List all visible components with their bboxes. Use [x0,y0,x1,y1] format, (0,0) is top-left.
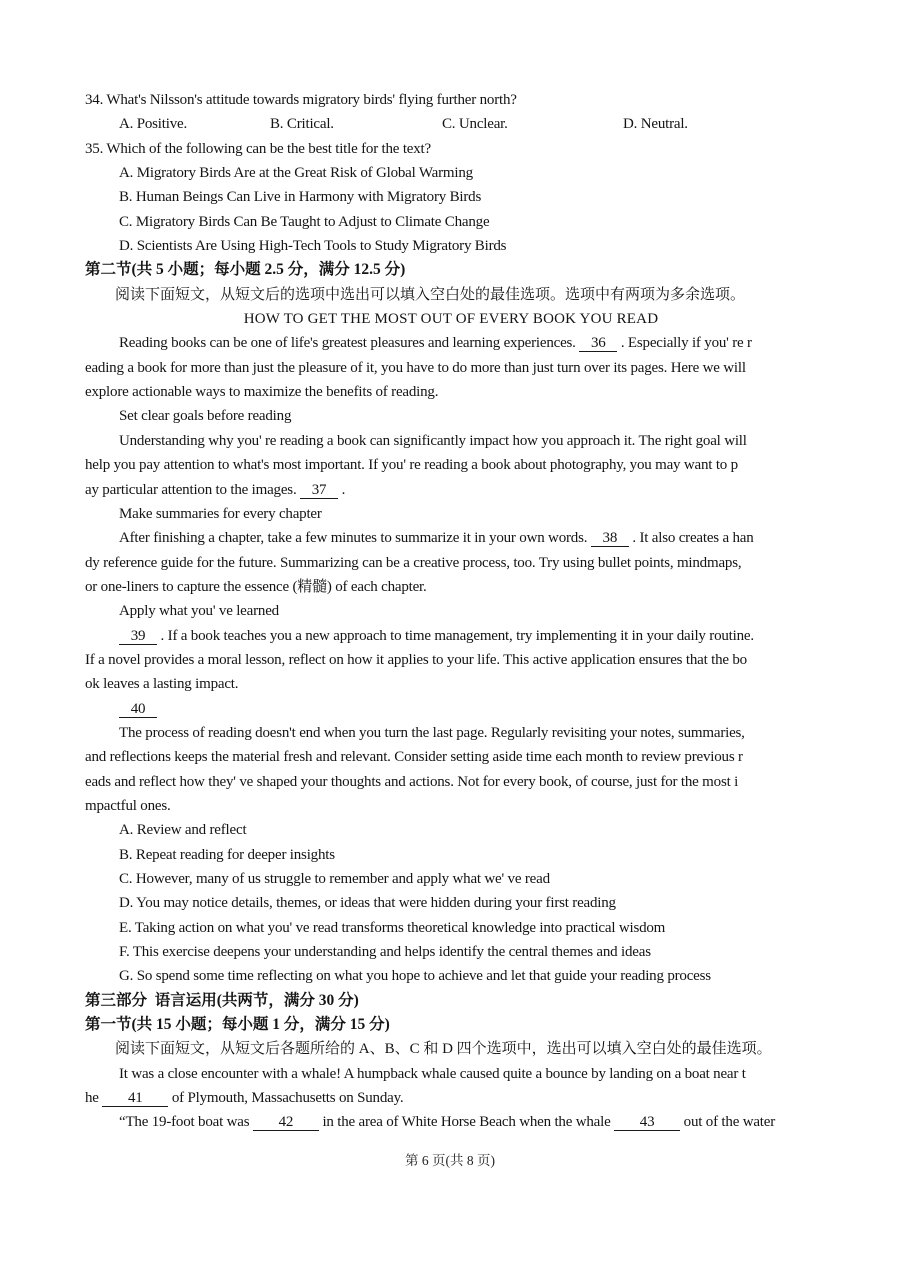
text-segment: C. However, many of us struggle to remember and apply what we' ve read [119,871,550,887]
text-line [85,721,817,745]
text-line [85,112,817,136]
text-segment: E. Taking action on what you' ve read transforms theoretical knowledge into practical wisdom [119,919,666,936]
text-segment: C. Unclear. [442,116,508,133]
text-segment: “The 19-foot boat was [119,1114,253,1131]
text-segment: explore actionable ways to maximize the benefits of reading. [85,384,439,401]
text-line [85,502,817,526]
text-segment: 34. What's Nilsson's attitude towards migratory birds' flying further north? [85,92,517,108]
text-segment: C. Migratory Birds Can Be Taught to Adjust to Climate Change [119,213,490,230]
text-segment: of Plymouth, Massachusetts on Sunday. [168,1090,404,1107]
text-line [85,672,817,696]
text-segment: out of the water [680,1114,776,1131]
text-segment: 第一节(共 15 小题；每小题 1 分，满分 15 分) [85,1016,390,1034]
text-segment: ok leaves a lasting impact. [85,676,239,693]
text-line [85,940,817,964]
text-line [85,648,817,672]
text-line [85,331,817,355]
text-segment: A. Migratory Birds Are at the Great Risk of Global Warming [119,165,473,182]
text-segment: 第三部分 语言运用(共两节，满分 30 分) [85,991,359,1009]
text-segment: . [338,481,346,498]
text-line [85,1013,817,1037]
text-segment: Set clear goals before reading [119,408,292,425]
text-segment: Apply what you' ve learned [119,603,279,620]
text-segment: . Especially if you' re r [617,335,752,352]
text-segment: help you pay attention to what's most important. If you' re reading a book about photography, you may want to p [85,457,738,474]
text-line [85,404,817,428]
text-line [85,1086,817,1110]
text-line [85,867,817,891]
text-line [85,1037,817,1061]
text-segment: he [85,1090,103,1107]
text-line [85,818,817,842]
text-segment: Reading books can be one of life's greatest pleasures and learning experiences. [119,335,580,352]
text-line [85,478,817,502]
text-line [85,575,817,599]
text-segment: After finishing a chapter, take a few minutes to summarize it in your own words. [119,530,591,547]
text-segment: dy reference guide for the future. Summarizing can be a creative process, too. Try using bullet points, mindmaps, [85,554,742,571]
text-segment: A. Review and reflect [119,822,247,839]
text-line [85,185,817,209]
text-line [85,624,817,648]
text-line [85,551,817,575]
text-segment: 阅读下面短文，从短文后各题所给的 A、B、C 和 D 四个选项中，选出可以填入空白处的最佳选项。 [115,1041,772,1058]
text-line [85,137,817,161]
text-line [85,964,817,988]
text-segment: ay particular attention to the images. [85,481,301,498]
text-line [85,380,817,404]
text-line [85,356,817,380]
text-segment: The process of reading doesn't end when you turn the last page. Regularly revisiting your notes, summaries, [119,724,745,741]
text-line [85,210,817,234]
blank-37: 37 [300,482,338,499]
text-segment: B. Human Beings Can Live in Harmony with Migratory Birds [119,189,482,206]
text-segment: eads and reflect how they' ve shaped your thoughts and actions. Not for every book, of course, just for the most i [85,773,739,790]
text-line [85,234,817,258]
text-line [85,697,817,721]
text-segment: B. Critical. [270,116,334,133]
page-footer: 第 6 页(共 8 页) [405,1153,495,1168]
text-line [85,526,817,550]
text-segment: It was a close encounter with a whale! A humpback whale caused quite a bounce by landing on a boat near t [119,1065,746,1082]
text-segment: Make summaries for every chapter [119,505,322,522]
text-segment: D. You may notice details, themes, or ideas that were hidden during your first reading [119,895,616,912]
text-segment: and reflections keeps the material fresh and relevant. Consider setting aside time each month to review previous r [85,749,743,766]
text-segment: mpactful ones. [85,797,171,814]
text-line [85,307,817,331]
blank-41: 41 [102,1090,168,1107]
text-segment: . If a book teaches you a new approach to time management, try implementing it in your daily routine. [157,627,754,644]
blank-38: 38 [591,530,629,547]
text-segment: HOW TO GET THE MOST OUT OF EVERY BOOK YOU READ [243,311,659,328]
text-segment: . It also creates a han [628,530,754,547]
text-segment: in the area of White Horse Beach when the whale [318,1114,615,1131]
blank-40: 40 [119,701,157,718]
blank-36: 36 [579,335,617,352]
text-segment: A. Positive. [119,116,188,133]
text-line [85,599,817,623]
text-segment: B. Repeat reading for deeper insights [119,846,335,863]
text-segment: If a novel provides a moral lesson, reflect on how it applies to your life. This active application ensures that the bo [85,651,747,668]
blank-39: 39 [119,628,157,645]
text-line [85,88,817,112]
blank-42: 42 [253,1114,319,1131]
text-line [85,989,817,1013]
text-line [85,891,817,915]
text-line [85,161,817,185]
blank-43: 43 [614,1114,680,1131]
text-line [85,1062,817,1086]
text-line [85,453,817,477]
text-segment: D. Neutral. [623,116,688,133]
text-line [85,794,817,818]
text-segment: D. Scientists Are Using High-Tech Tools to Study Migratory Birds [119,238,507,255]
text-segment: F. This exercise deepens your understanding and helps identify the central themes and ideas [119,944,651,961]
text-segment: 阅读下面短文，从短文后的选项中选出可以填入空白处的最佳选项。选项中有两项为多余选项。 [115,286,746,303]
text-segment: Understanding why you' re reading a book can significantly impact how you approach it. The right goal will [119,432,747,449]
text-segment: or one-liners to capture the essence (精髓) of each chapter. [85,578,427,595]
text-line [85,283,817,307]
text-line [85,1110,817,1134]
text-line [85,429,817,453]
text-segment: 35. Which of the following can be the best title for the text? [85,140,431,157]
text-line [85,770,817,794]
text-line [85,843,817,867]
text-segment: eading a book for more than just the pleasure of it, you have to do more than just turn over its pages. Here we will [85,359,746,376]
text-segment: 第二节(共 5 小题；每小题 2.5 分，满分 12.5 分) [85,261,406,279]
text-segment: G. So spend some time reflecting on what you hope to achieve and let that guide your reading process [119,968,711,985]
text-line [85,258,817,282]
text-line [85,916,817,940]
text-line [85,745,817,769]
document-body [85,88,817,1135]
